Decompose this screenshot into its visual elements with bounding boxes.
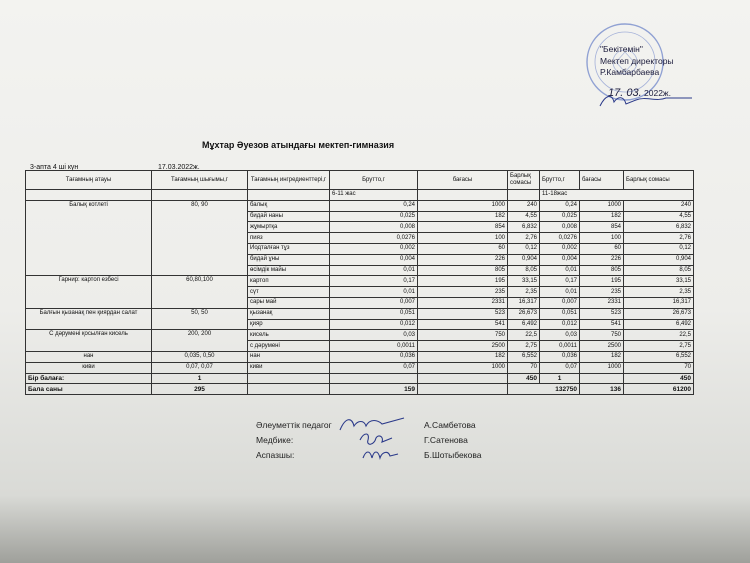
approval-line-2: Мектеп директоры	[600, 55, 674, 66]
price-cell: 1000	[418, 362, 508, 373]
price-2-cell: 100	[580, 233, 624, 244]
per-child-row	[26, 373, 694, 384]
price-2-cell: 854	[580, 222, 624, 233]
ingredient-cell: сары май	[248, 297, 330, 308]
brutto-2-cell: 0,051	[540, 308, 580, 319]
brutto-cell: 0,24	[330, 200, 418, 211]
price-cell: 750	[418, 330, 508, 341]
header-ingredients: Тағамның ингредиенттері,г	[248, 171, 330, 190]
header-price: бағасы	[418, 171, 508, 190]
dish-name-cell: Гарнир: картоп езбесі	[26, 276, 152, 308]
header-row	[26, 171, 694, 190]
price-cell: 182	[418, 351, 508, 362]
dish-yield-cell: 60,80,100	[152, 276, 248, 308]
dish-yield-cell: 80, 90	[152, 200, 248, 276]
price-2-cell: 195	[580, 276, 624, 287]
total-2-cell: 2,76	[624, 233, 694, 244]
approval-year: 2022ж.	[644, 87, 671, 98]
brutto-2-cell: 0,004	[540, 254, 580, 265]
children-label: Бала саны	[26, 384, 152, 395]
table-row	[26, 200, 694, 211]
brutto-2-cell: 0,036	[540, 351, 580, 362]
signature-role-3: Аспазшы:	[256, 450, 295, 460]
total-2-cell: 2,35	[624, 287, 694, 298]
total-2-cell: 240	[624, 200, 694, 211]
total-2-cell: 22,5	[624, 330, 694, 341]
brutto-2-cell: 0,002	[540, 243, 580, 254]
dish-name-cell: киви	[26, 362, 152, 373]
price-cell: 805	[418, 265, 508, 276]
total-cell: 2,35	[508, 287, 540, 298]
ingredient-cell: нан	[248, 351, 330, 362]
document-title: Мұхтар Әуезов атындағы мектеп-гимназия	[202, 140, 395, 150]
children-count-2: 136	[580, 384, 624, 395]
price-cell: 2500	[418, 341, 508, 352]
signature-role-1: Әлеуметтік педагог	[256, 420, 332, 430]
price-cell: 1000	[418, 200, 508, 211]
brutto-2-cell: 0,01	[540, 287, 580, 298]
ingredient-cell: с дәрумені	[248, 341, 330, 352]
price-2-cell: 1000	[580, 362, 624, 373]
menu-table	[25, 170, 694, 395]
header-brutto: Брутто,г	[330, 171, 418, 190]
menu-rows	[26, 200, 694, 373]
header-brutto-2: Брутто,г	[540, 171, 580, 190]
price-2-cell: 750	[580, 330, 624, 341]
ingredient-cell: бидай ұны	[248, 254, 330, 265]
ingredient-cell: картоп	[248, 276, 330, 287]
brutto-cell: 0,0011	[330, 341, 418, 352]
handwritten-signature-3	[360, 446, 400, 464]
total-cell: 0,12	[508, 243, 540, 254]
ingredient-cell: кисель	[248, 330, 330, 341]
total-2-cell: 16,317	[624, 297, 694, 308]
approval-date: 17. 03.	[608, 86, 642, 99]
price-2-cell: 235	[580, 287, 624, 298]
brutto-cell: 0,002	[330, 243, 418, 254]
price-2-cell: 541	[580, 319, 624, 330]
total-2-cell: 6,832	[624, 222, 694, 233]
price-cell: 854	[418, 222, 508, 233]
price-2-cell: 226	[580, 254, 624, 265]
total-cell: 22,5	[508, 330, 540, 341]
total-cell: 6,832	[508, 222, 540, 233]
table-row	[26, 276, 694, 287]
price-2-cell: 805	[580, 265, 624, 276]
ingredient-cell: балық	[248, 200, 330, 211]
brutto-cell: 0,0276	[330, 233, 418, 244]
price-2-cell: 182	[580, 351, 624, 362]
price-2-cell: 2331	[580, 297, 624, 308]
brutto-cell: 0,03	[330, 330, 418, 341]
total-cell: 6,552	[508, 351, 540, 362]
total-2-cell: 2,75	[624, 341, 694, 352]
brutto-cell: 0,01	[330, 287, 418, 298]
per-child-total-1: 450	[508, 373, 540, 384]
ingredient-cell: қияр	[248, 319, 330, 330]
brutto-cell: 0,17	[330, 276, 418, 287]
price-2-cell: 60	[580, 243, 624, 254]
table-row	[26, 308, 694, 319]
total-cell: 0,904	[508, 254, 540, 265]
price-cell: 100	[418, 233, 508, 244]
dish-name-cell: нан	[26, 351, 152, 362]
price-2-cell: 1000	[580, 200, 624, 211]
dish-name-cell: Балғын қызанақ пен қиярдан салат	[26, 308, 152, 330]
total-cell: 240	[508, 200, 540, 211]
children-count-1: 159	[330, 384, 418, 395]
brutto-cell: 0,012	[330, 319, 418, 330]
total-cell: 2,75	[508, 341, 540, 352]
total-2-cell: 6,552	[624, 351, 694, 362]
approval-line-3: Р.Камбарбаева	[600, 67, 660, 77]
ingredient-cell: жұмыртқа	[248, 222, 330, 233]
header-dish: Тағамның атауы	[26, 171, 152, 190]
header-price-2: бағасы	[580, 171, 624, 190]
brutto-cell: 0,036	[330, 351, 418, 362]
ingredient-cell: өсімдік майы	[248, 265, 330, 276]
total-cell: 26,673	[508, 308, 540, 319]
per-child-count: 1	[152, 373, 248, 384]
brutto-cell: 0,008	[330, 222, 418, 233]
brutto-2-cell: 0,012	[540, 319, 580, 330]
table-row	[26, 362, 694, 373]
header-total: Барлық сомасы	[508, 171, 540, 190]
director-signature	[596, 92, 696, 112]
brutto-2-cell: 0,007	[540, 297, 580, 308]
age-group-2: 11-18жас	[540, 190, 694, 201]
brutto-2-cell: 0,008	[540, 222, 580, 233]
brutto-cell: 0,004	[330, 254, 418, 265]
ingredient-cell: бидай наны	[248, 211, 330, 222]
brutto-cell: 0,025	[330, 211, 418, 222]
brutto-2-cell: 0,01	[540, 265, 580, 276]
price-2-cell: 182	[580, 211, 624, 222]
signature-name-1: А.Самбетова	[424, 420, 476, 430]
total-2-cell: 0,904	[624, 254, 694, 265]
children-sum-2: 61200	[624, 384, 694, 395]
total-cell: 6,492	[508, 319, 540, 330]
brutto-cell: 0,07	[330, 362, 418, 373]
header-total-2: Барлық сомасы	[624, 171, 694, 190]
total-2-cell: 6,492	[624, 319, 694, 330]
ingredient-cell: Йодталған тұз	[248, 243, 330, 254]
total-2-cell: 70	[624, 362, 694, 373]
age-group-1: 6-11 жас	[330, 190, 418, 201]
dish-name-cell: Балық котлеті	[26, 200, 152, 276]
brutto-2-cell: 0,17	[540, 276, 580, 287]
total-2-cell: 4,55	[624, 211, 694, 222]
children-sum-1: 132750	[508, 384, 580, 395]
brutto-2-cell: 0,03	[540, 330, 580, 341]
total-cell: 33,15	[508, 276, 540, 287]
menu-date: 17.03.2022ж.	[158, 164, 200, 171]
ingredient-cell: сүт	[248, 287, 330, 298]
week-day: 3-апта 4 ші күн	[30, 164, 79, 171]
children-count-row	[26, 384, 694, 395]
price-cell: 182	[418, 211, 508, 222]
children-count: 295	[152, 384, 248, 395]
approval-line-1: "Бекітемін"	[600, 44, 643, 54]
dish-name-cell: С дәрумені қосылған кисель	[26, 330, 152, 352]
total-cell: 8,05	[508, 265, 540, 276]
price-cell: 235	[418, 287, 508, 298]
approval-block	[600, 44, 674, 99]
signature-name-3: Б.Шотыбекова	[424, 450, 482, 460]
total-2-cell: 0,12	[624, 243, 694, 254]
brutto-cell: 0,007	[330, 297, 418, 308]
brutto-2-cell: 0,025	[540, 211, 580, 222]
price-2-cell: 2500	[580, 341, 624, 352]
brutto-2-cell: 0,0011	[540, 341, 580, 352]
table-row	[26, 330, 694, 341]
total-cell: 4,55	[508, 211, 540, 222]
dish-yield-cell: 0,07, 0,07	[152, 362, 248, 373]
brutto-cell: 0,051	[330, 308, 418, 319]
price-cell: 2331	[418, 297, 508, 308]
total-cell: 2,76	[508, 233, 540, 244]
dish-yield-cell: 50, 50	[152, 308, 248, 330]
header-yield: Тағамның шығымы,г	[152, 171, 248, 190]
dish-yield-cell: 0,035, 0,50	[152, 351, 248, 362]
price-cell: 523	[418, 308, 508, 319]
total-2-cell: 33,15	[624, 276, 694, 287]
total-2-cell: 26,673	[624, 308, 694, 319]
ingredient-cell: қызанақ	[248, 308, 330, 319]
per-child-count-2: 1	[540, 373, 580, 384]
brutto-2-cell: 0,0276	[540, 233, 580, 244]
brutto-cell: 0,01	[330, 265, 418, 276]
brutto-2-cell: 0,07	[540, 362, 580, 373]
age-row	[26, 190, 694, 201]
price-cell: 541	[418, 319, 508, 330]
brutto-2-cell: 0,24	[540, 200, 580, 211]
price-2-cell: 523	[580, 308, 624, 319]
per-child-total-2: 450	[624, 373, 694, 384]
total-cell: 16,317	[508, 297, 540, 308]
price-cell: 195	[418, 276, 508, 287]
price-cell: 226	[418, 254, 508, 265]
ingredient-cell: пияз	[248, 233, 330, 244]
signature-name-2: Г.Сатенова	[424, 435, 468, 445]
signature-role-2: Медбике:	[256, 435, 294, 445]
total-2-cell: 8,05	[624, 265, 694, 276]
per-child-label: Бір балаға:	[26, 373, 152, 384]
table-row	[26, 351, 694, 362]
total-cell: 70	[508, 362, 540, 373]
price-cell: 60	[418, 243, 508, 254]
dish-yield-cell: 200, 200	[152, 330, 248, 352]
ingredient-cell: киви	[248, 362, 330, 373]
